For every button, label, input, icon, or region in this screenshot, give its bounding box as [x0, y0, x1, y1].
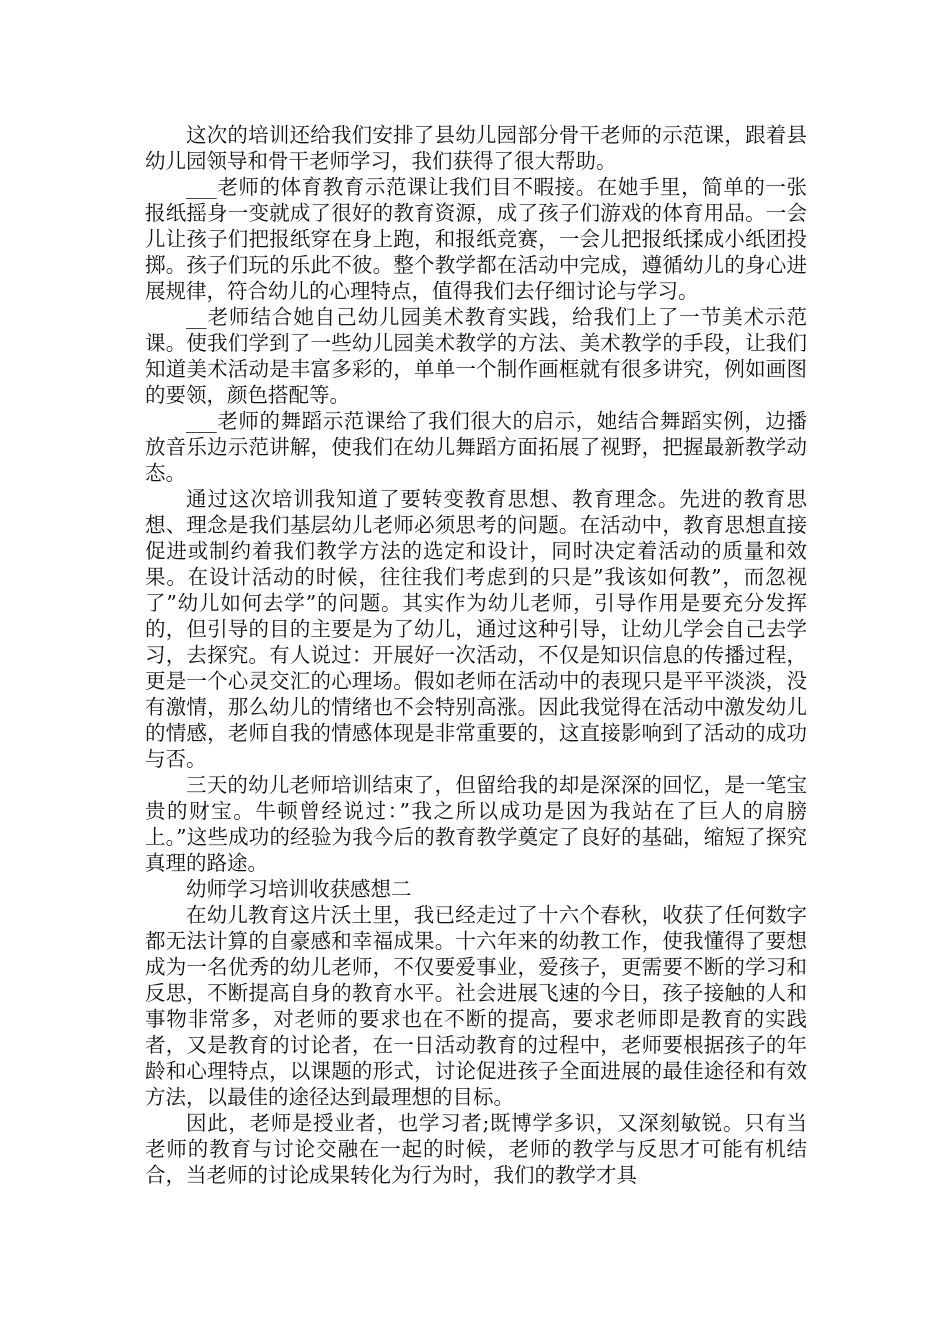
- paragraph-training-conclusion: 三天的幼儿老师培训结束了，但留给我的却是深深的回忆，是一笔宝贵的财宝。牛顿曾经说过：”我之所以成功是因为我站在了巨人的肩膀上。”这些成功的经验为我今后的教育教学奠定了良好的基础，缩短了探究真理的路途。: [145, 773, 807, 875]
- paragraph-dance-lesson: ___老师的舞蹈示范课给了我们很大的启示，她结合舞蹈实例，边播放音乐边示范讲解，使我们在幼儿舞蹈方面拓展了视野，把握最新教学动态。: [145, 409, 807, 485]
- paragraph-art-lesson: __老师结合她自己幼儿园美术教育实践，给我们上了一节美术示范课。使我们学到了一些幼儿园美术教学的方法、美术教学的手段，让我们知道美术活动是丰富多彩的，单单一个制作画框就有很多讲究，例如画图的要领，颜色搭配等。: [145, 305, 807, 407]
- paragraph-sixteen-years: 在幼儿教育这片沃土里，我已经走过了十六个春秋，收获了任何数字都无法计算的自豪感和幸福成果。十六年来的幼教工作，使我懂得了要想成为一名优秀的幼儿老师，不仅要爱事业，爱孩子，更需要不断的学习和反思，不断提高自身的教育水平。社会进展飞速的今日，孩子接触的人和事物非常多，对老师的要求也在不断的提高，要求老师即是教育的实践者，又是教育的讨论者，在一日活动教育的过程中，老师要根据孩子的年龄和心理特点，以课题的形式，讨论促进孩子全面进展的最佳途径和有效方法，以最佳的途径达到最理想的目标。: [145, 903, 807, 1109]
- paragraph-demo-lessons: 这次的培训还给我们安排了县幼儿园部分骨干老师的示范课，跟着县幼儿园领导和骨干老师学习，我们获得了很大帮助。: [145, 123, 807, 173]
- document-body: [145, 122, 807, 1188]
- section-heading: 幼师学习培训收获感想二: [186, 877, 412, 901]
- paragraph-teacher-learner: 因此，老师是授业者，也学习者;既博学多识，又深刻敏锐。只有当老师的教育与讨论交融在一起的时候，老师的教学与反思才可能有机结合，当老师的讨论成果转化为行为时，我们的教学才具: [145, 1111, 807, 1187]
- paragraph-education-philosophy: 通过这次培训我知道了要转变教育思想、教育理念。先进的教育思想、理念是我们基层幼儿老师必须思考的问题。在活动中，教育思想直接促进或制约着我们教学方法的选定和设计，同时决定着活动的质量和效果。在设计活动的时候，往往我们考虑到的只是”我该如何教”，而忽视了”幼儿如何去学”的问题。其实作为幼儿老师，引导作用是要充分发挥的，但引导的目的主要是为了幼儿，通过这种引导，让幼儿学会自己去学习，去探究。有人说过：开展好一次活动，不仅是知识信息的传播过程，更是一个心灵交汇的心理场。假如老师在活动中的表现只是平平淡淡，没有激情，那么幼儿的情绪也不会特别高涨。因此我觉得在活动中激发幼儿的情感，老师自我的情感体现是非常重要的，这直接影响到了活动的成功与否。: [145, 487, 807, 771]
- paragraph-pe-lesson: ___老师的体育教育示范课让我们目不暇接。在她手里，简单的一张报纸摇身一变就成了很好的教育资源，成了孩子们游戏的体育用品。一会儿让孩子们把报纸穿在身上跑，和报纸竞赛，一会儿把报纸揉成小纸团投掷。孩子们玩的乐此不彼。整个教学都在活动中完成，遵循幼儿的身心进展规律，符合幼儿的心理特点，值得我们去仔细讨论与学习。: [145, 175, 807, 303]
